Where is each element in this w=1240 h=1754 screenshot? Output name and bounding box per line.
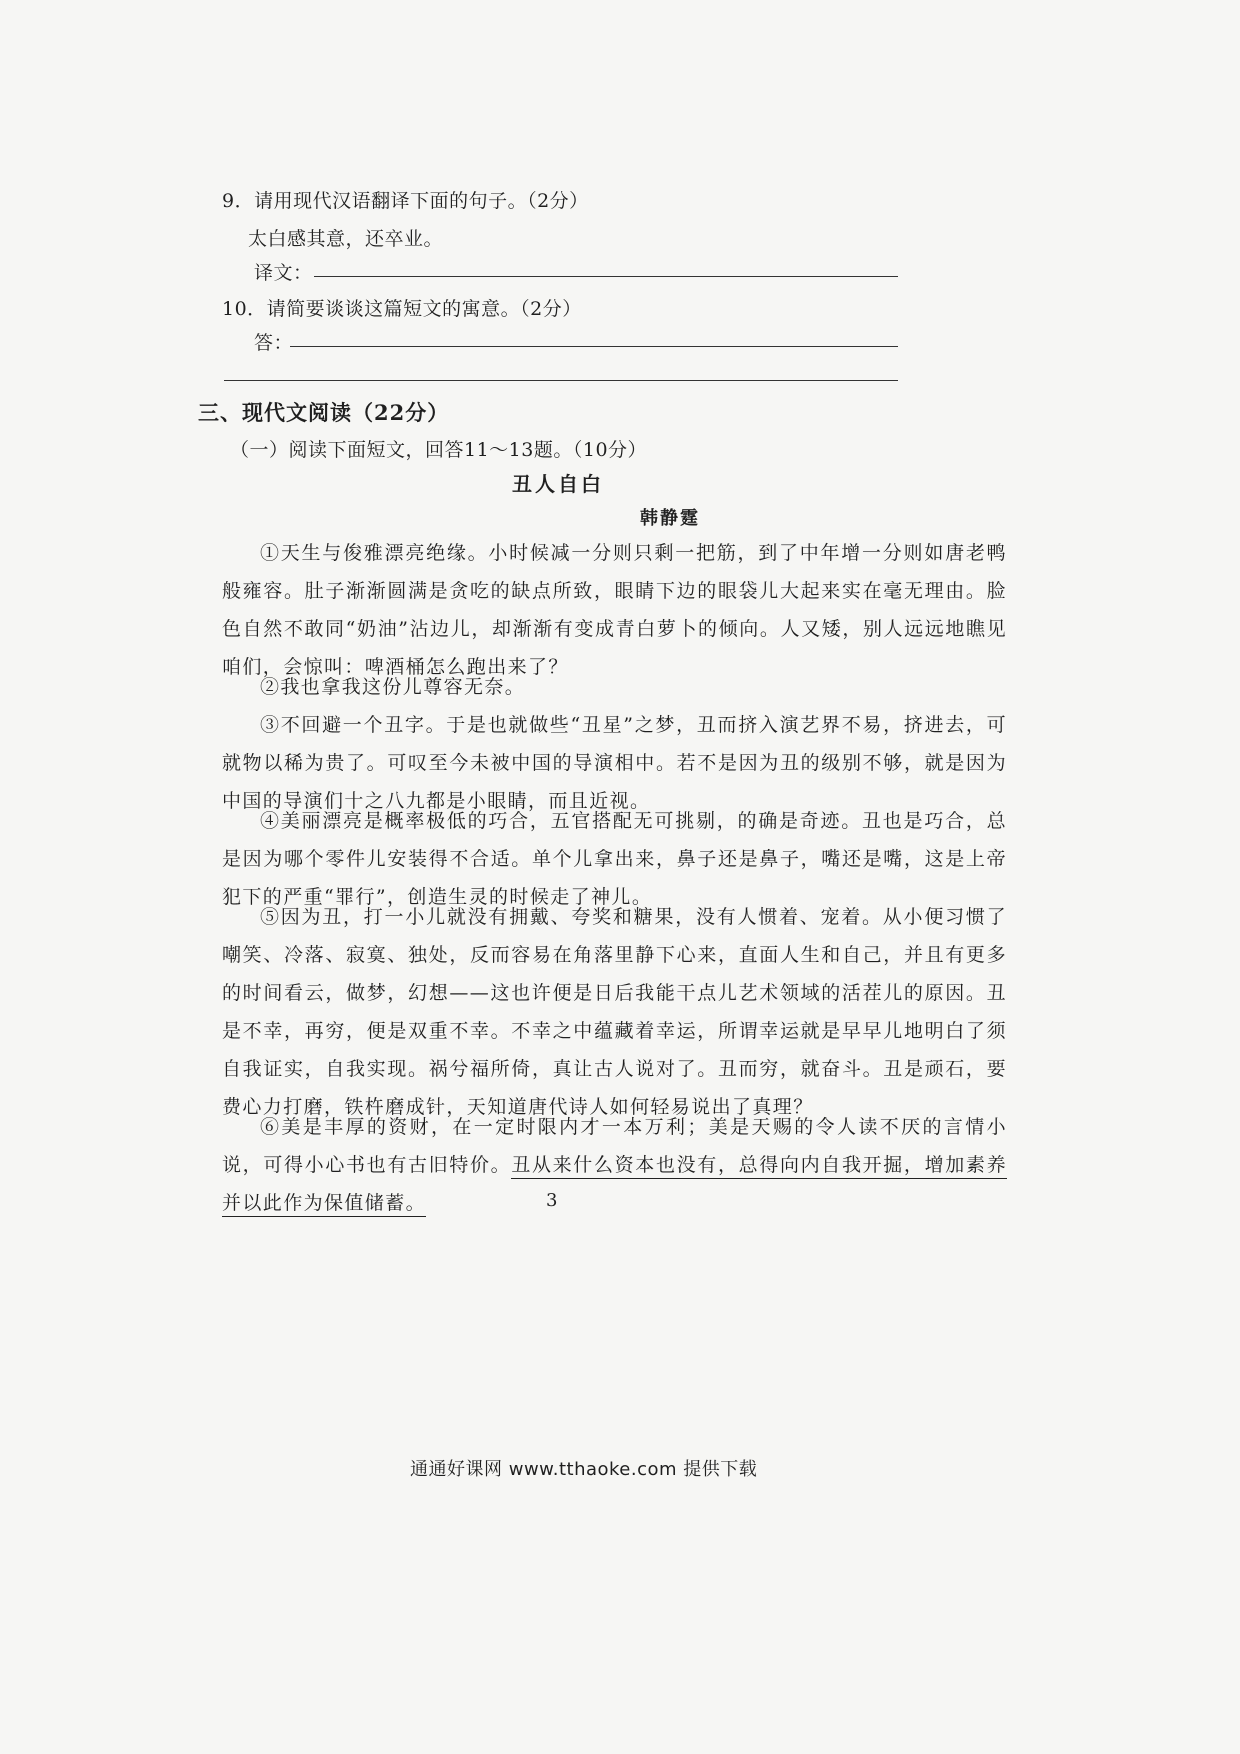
question-9-answer-line[interactable] xyxy=(314,276,898,277)
article-paragraph-6 xyxy=(222,1108,1007,1222)
article-author: 韩静霆 xyxy=(640,508,700,529)
article-paragraph-1: ①天生与俊雅漂亮绝缘。小时候减一分则只剩一把筋，到了中年增一分则如唐老鸭般雍容。肚子渐渐圆满是贪吃的缺点所致，眼睛下边的眼袋儿大起来实在毫无理由。脸色自然不敢同“奶油”沾边儿，却渐渐有变成青白萝卜的倾向。人又矮，别人远远地瞧见咱们，会惊叫：啤酒桶怎么跑出来了？ xyxy=(222,542,1007,678)
article-paragraph-2: ②我也拿我这份儿尊容无奈。 xyxy=(260,676,526,698)
paragraph-6-underlined-sentence: 丑从来什么资本也没有，总得向内自我开掘，增加素养并以此作为保值储蓄。 xyxy=(222,1154,1007,1217)
question-10-prompt: 10．请简要谈谈这篇短文的寓意。（2分） xyxy=(222,298,582,320)
question-10-answer-line-2[interactable] xyxy=(224,380,898,381)
article-paragraph-3: ③不回避一个丑字。于是也就做些“丑星”之梦，丑而挤入演艺界不易，挤进去，可就物以稀为贵了。可叹至今未被中国的导演相中。若不是因为丑的级别不够，就是因为中国的导演们十之八九都是小眼睛，而且近视。 xyxy=(222,714,1007,812)
section-3-part-1-intro: （一）阅读下面短文，回答11～13题。（10分） xyxy=(230,439,648,461)
page-number: 3 xyxy=(546,1190,558,1211)
question-9-answer-label: 译文： xyxy=(254,262,313,284)
question-10-answer-line-1[interactable] xyxy=(290,346,898,347)
question-9-sentence: 太白感其意，还卒业。 xyxy=(248,228,444,250)
footer-source-text: 通通好课网 www.tthaoke.com 提供下载 xyxy=(410,1459,758,1480)
question-10-answer-label: 答： xyxy=(254,332,294,354)
section-3-heading: 三、现代文阅读（22分） xyxy=(198,400,450,425)
article-title: 丑人自白 xyxy=(512,472,604,496)
article-paragraph-5: ⑤因为丑，打一小儿就没有拥戴、夸奖和糖果，没有人惯着、宠着。从小便习惯了嘲笑、冷落、寂寞、独处，反而容易在角落里静下心来，直面人生和自己，并且有更多的时间看云，做梦，幻想——这也许便是日后我能干点儿艺术领域的活茬儿的原因。丑是不幸，再穷，便是双重不幸。不幸之中蕴藏着幸运，所谓幸运就是早早儿地明白了须自我证实，自我实现。祸兮福所倚，真让古人说对了。丑而穷，就奋斗。丑是顽石，要费心力打磨，铁杵磨成针，天知道唐代诗人如何轻易说出了真理？ xyxy=(222,906,1007,1118)
article-paragraph-4: ④美丽漂亮是概率极低的巧合，五官搭配无可挑剔，的确是奇迹。丑也是巧合，总是因为哪个零件儿安装得不合适。单个儿拿出来，鼻子还是鼻子，嘴还是嘴，这是上帝犯下的严重“罪行”，创造生灵的时候走了神儿。 xyxy=(222,810,1007,908)
paragraph-6-text: ⑥美是丰厚的资财，在一定时限内才一本万利；美是天赐的令人读不厌的言情小说，可得小心书也有古旧特价。 xyxy=(222,1116,1007,1176)
question-9-prompt: 9．请用现代汉语翻译下面的句子。（2分） xyxy=(222,190,589,212)
